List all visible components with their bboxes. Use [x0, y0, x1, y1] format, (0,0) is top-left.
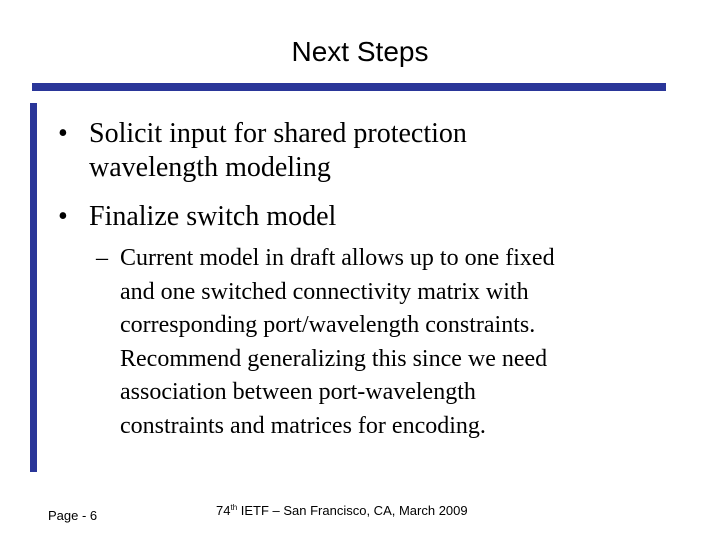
sub-bullet-line: association between port-wavelength: [120, 379, 476, 405]
bullet-item-solicit-input: [58, 117, 689, 185]
bullet-marker: •: [58, 118, 68, 149]
slide-title: Next Steps: [291, 36, 429, 67]
sub-bullet-item-current-model: [96, 242, 680, 443]
bullet-marker: •: [58, 201, 68, 232]
bullet-line: Solicit input for shared protection: [89, 118, 467, 149]
footer-event-text: IETF – San Francisco, CA, March 2009: [237, 503, 468, 518]
bullet-item-finalize-switch: [58, 200, 689, 234]
bullet-line: wavelength modeling: [89, 152, 331, 183]
sub-bullet-line: constraints and matrices for encoding.: [120, 412, 486, 439]
bullet-line: Finalize switch model: [89, 201, 337, 232]
sub-bullet-line: Recommend generalizing this since we need: [120, 345, 548, 372]
footer-page-number: Page - 6: [48, 508, 98, 523]
left-accent-rule: [30, 103, 37, 472]
footer-event-suffix: th: [230, 503, 238, 512]
sub-bullet-line: and one switched connectivity matrix with: [120, 278, 529, 305]
title-underline-rule: [32, 83, 666, 91]
sub-bullet-marker: –: [96, 245, 108, 271]
sub-bullet-line: corresponding port/wavelength constraints.: [120, 312, 536, 338]
footer-event: [216, 503, 468, 518]
footer-event-number: 74: [216, 503, 231, 518]
sub-bullet-line: Current model in draft allows up to one fixed: [120, 245, 555, 271]
